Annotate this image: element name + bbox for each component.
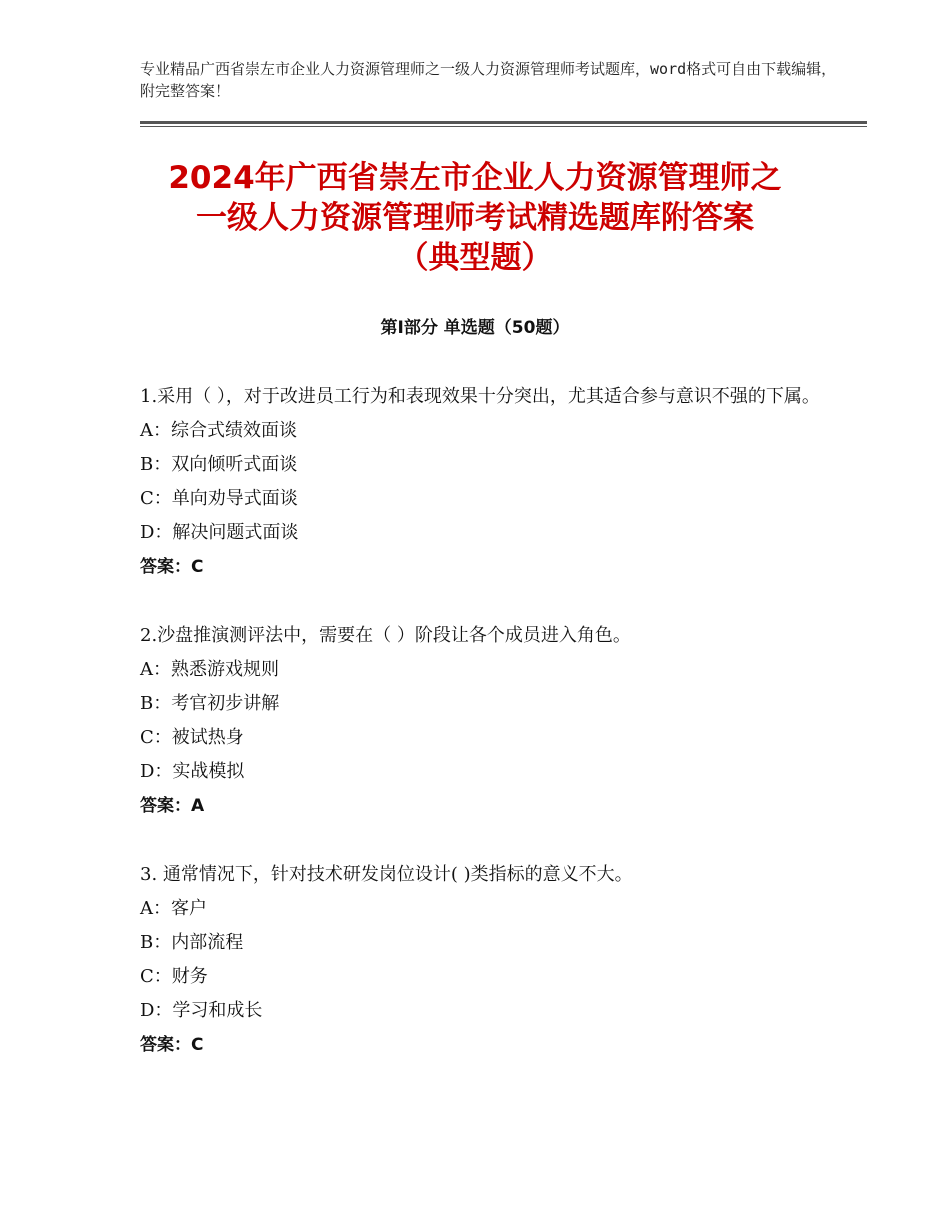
- question-list: [140, 380, 820, 1097]
- question-stem: 1.采用（ ），对于改进员工行为和表现效果十分突出，尤其适合参与意识不强的下属。: [140, 386, 820, 407]
- option-a: A：客户: [140, 898, 207, 919]
- option-b: B：双向倾听式面谈: [140, 454, 298, 475]
- question-3: [140, 858, 820, 1062]
- title-line-1: 2024年广西省崇左市企业人力资源管理师之: [168, 160, 782, 196]
- option-d: D：学习和成长: [140, 1000, 263, 1021]
- question-stem: 2.沙盘推演测评法中，需要在（ ）阶段让各个成员进入角色。: [140, 625, 631, 646]
- question-1: [140, 380, 820, 584]
- option-c: C：单向劝导式面谈: [140, 488, 298, 509]
- answer: 答案：C: [140, 557, 204, 577]
- option-b: B：内部流程: [140, 932, 244, 953]
- question-2: [140, 619, 820, 823]
- option-a: A：熟悉游戏规则: [140, 659, 279, 680]
- title-line-3: （典型题）: [397, 240, 553, 276]
- header-divider-thick: [140, 121, 867, 124]
- answer: 答案：A: [140, 796, 205, 816]
- option-b: B：考官初步讲解: [140, 693, 280, 714]
- option-c: C：被试热身: [140, 727, 244, 748]
- header-note: 专业精品广西省崇左市企业人力资源管理师之一级人力资源管理师考试题库，word格式可自由下载编辑，附完整答案！: [140, 60, 837, 100]
- option-d: D：解决问题式面谈: [140, 522, 299, 543]
- option-d: D：实战模拟: [140, 761, 245, 782]
- section-title: 第Ⅰ部分 单选题（50题）: [380, 318, 570, 338]
- answer: 答案：C: [140, 1035, 204, 1055]
- question-stem: 3. 通常情况下，针对技术研发岗位设计( )类指标的意义不大。: [140, 864, 633, 885]
- document-title: [120, 158, 830, 278]
- option-a: A：综合式绩效面谈: [140, 420, 297, 441]
- title-line-2: 一级人力资源管理师考试精选题库附答案: [196, 200, 754, 236]
- option-c: C：财务: [140, 966, 208, 987]
- header-divider-thin: [140, 126, 867, 127]
